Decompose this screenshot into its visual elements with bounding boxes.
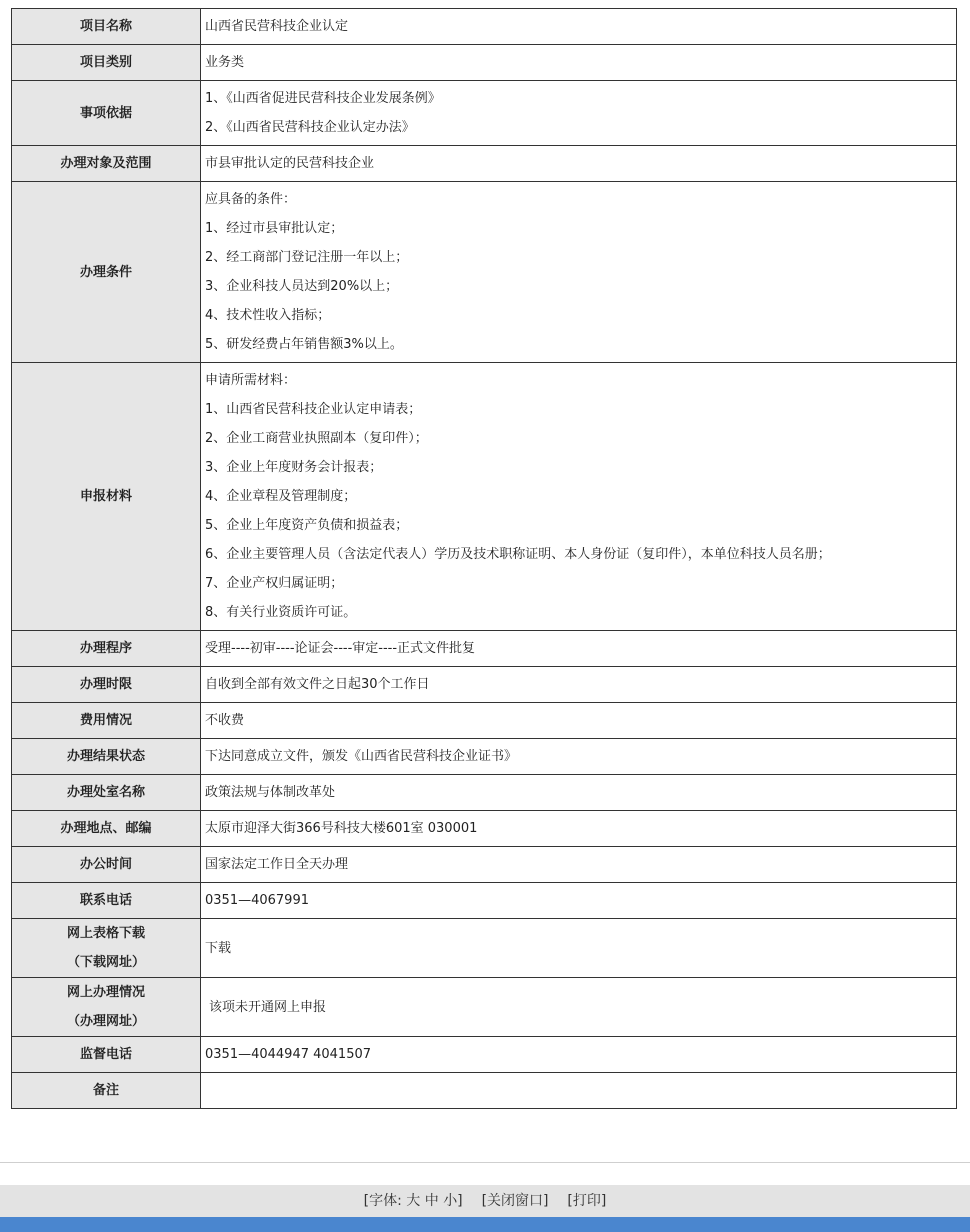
row-label-text: 办理处室名称 [66, 785, 145, 800]
row-label [12, 9, 201, 45]
row-label-text: 事项依据 [79, 105, 132, 121]
row-label-text: 监督电话 [79, 1047, 132, 1062]
row-value [201, 978, 957, 1037]
row-label [12, 81, 201, 146]
row-value [201, 667, 957, 703]
row-value [201, 1073, 957, 1109]
row-value-line: 5、研发经费占年销售额3%以上。 [205, 337, 403, 352]
row-label [12, 182, 201, 363]
row-value [201, 1037, 957, 1073]
font-size-label: [字体: [363, 1193, 402, 1209]
table-row [12, 146, 957, 182]
row-value-line: 0351—4067991 [205, 893, 309, 908]
table-row [12, 703, 957, 739]
row-value [201, 739, 957, 775]
row-value [201, 811, 957, 847]
row-label-text: （下载网址） [66, 955, 145, 970]
footer-divider [0, 1162, 970, 1163]
row-label-text: 项目名称 [79, 19, 132, 34]
font-small-link[interactable]: 小] [443, 1193, 463, 1209]
table-row [12, 978, 957, 1037]
row-label-text: 网上办理情况 [66, 985, 145, 1000]
row-value-line: 4、企业章程及管理制度； [205, 489, 357, 504]
row-label [12, 667, 201, 703]
row-value-line: 2、经工商部门登记注册一年以上； [205, 250, 409, 265]
table-row [12, 919, 957, 978]
row-label [12, 847, 201, 883]
row-label-text: 办理地点、邮编 [60, 821, 152, 836]
row-value-line: 受理----初审----论证会----审定----正式文件批复 [205, 641, 476, 656]
row-value [201, 775, 957, 811]
row-value [201, 847, 957, 883]
row-label-text: 办理条件 [79, 264, 132, 280]
row-value-line: 6、企业主要管理人员（含法定代表人）学历及技术职称证明、本人身份证（复印件），本单位科技人员名册； [205, 547, 831, 562]
row-label [12, 363, 201, 631]
row-value-line: 0351—4044947 4041507 [205, 1047, 372, 1062]
row-label [12, 739, 201, 775]
row-value [201, 146, 957, 182]
info-table-body [12, 9, 957, 1109]
row-value-line: 业务类 [205, 55, 245, 70]
row-value-line: 3、企业上年度财务会计报表； [205, 460, 383, 475]
table-row [12, 883, 957, 919]
row-label [12, 883, 201, 919]
row-label [12, 919, 201, 978]
browser-bottom-strip [0, 1217, 970, 1232]
row-label-text: 联系电话 [79, 893, 132, 908]
table-row [12, 667, 957, 703]
row-label [12, 1037, 201, 1073]
row-label [12, 811, 201, 847]
row-value-line: 应具备的条件： [205, 192, 297, 207]
row-label [12, 703, 201, 739]
table-row [12, 775, 957, 811]
font-large-link[interactable]: 大 [406, 1193, 421, 1209]
font-medium-link[interactable]: 中 [424, 1193, 439, 1209]
row-label-text: 办公时间 [79, 857, 132, 872]
row-label [12, 775, 201, 811]
row-value-line: 4、技术性收入指标； [205, 308, 331, 323]
row-value-line: 7、企业产权归属证明； [205, 576, 344, 591]
table-row [12, 847, 957, 883]
table-row [12, 81, 957, 146]
row-label-text: 办理程序 [79, 641, 132, 656]
row-value-line: 山西省民营科技企业认定 [205, 19, 349, 34]
row-value-line: 不收费 [205, 713, 245, 728]
table-row [12, 182, 957, 363]
row-label-text: 费用情况 [79, 713, 132, 728]
row-value-line: 下达同意成立文件，颁发《山西省民营科技企业证书》 [205, 749, 518, 764]
row-value-line: 8、有关行业资质许可证。 [205, 605, 357, 620]
print-link[interactable]: [打印] [567, 1193, 607, 1209]
row-value-line: 2、《山西省民营科技企业认定办法》 [205, 120, 415, 135]
row-value-line: 3、企业科技人员达到20%以上； [205, 279, 399, 294]
table-row [12, 631, 957, 667]
row-value-line: 1、《山西省促进民营科技企业发展条例》 [205, 91, 441, 106]
row-value-line: 申请所需材料： [205, 373, 297, 388]
table-row [12, 45, 957, 81]
info-table [11, 8, 957, 1109]
table-row [12, 1037, 957, 1073]
row-label-text: 办理时限 [79, 677, 132, 692]
row-value-line: 国家法定工作日全天办理 [205, 857, 349, 872]
row-value-line: 市县审批认定的民营科技企业 [205, 156, 375, 171]
row-value-line: 1、山西省民营科技企业认定申请表； [205, 402, 422, 417]
row-value [201, 631, 957, 667]
table-row [12, 739, 957, 775]
row-value [201, 45, 957, 81]
row-value [201, 703, 957, 739]
row-value-line: 2、企业工商营业执照副本（复印件）； [205, 431, 428, 446]
table-row [12, 363, 957, 631]
row-label-text: （办理网址） [66, 1014, 145, 1029]
row-label [12, 978, 201, 1037]
row-label-text: 网上表格下载 [66, 926, 145, 941]
row-value-line: 政策法规与体制改革处 [205, 785, 336, 800]
row-value [201, 182, 957, 363]
row-label-text: 办理对象及范围 [60, 156, 152, 171]
row-label-text: 备注 [92, 1083, 119, 1098]
row-value [201, 883, 957, 919]
table-row [12, 9, 957, 45]
row-label-text: 办理结果状态 [66, 749, 145, 764]
row-label [12, 1073, 201, 1109]
row-value-line: 1、经过市县审批认定； [205, 221, 344, 236]
row-value-line: 5、企业上年度资产负债和损益表； [205, 518, 409, 533]
row-value [201, 81, 957, 146]
table-row [12, 811, 957, 847]
row-value-line: 太原市迎泽大街366号科技大楼601室 030001 [205, 821, 478, 836]
row-label-text: 项目类别 [79, 55, 132, 70]
download-link[interactable]: 下载 [205, 940, 232, 956]
row-value [201, 363, 957, 631]
table-row [12, 1073, 957, 1109]
row-label [12, 146, 201, 182]
close-window-link[interactable]: [关闭窗口] [481, 1193, 549, 1209]
row-label [12, 45, 201, 81]
row-value [201, 9, 957, 45]
row-value-line: 该项未开通网上申报 [209, 999, 327, 1015]
row-label [12, 631, 201, 667]
footer-bar [0, 1185, 970, 1217]
row-label-text: 申报材料 [79, 489, 132, 504]
row-value-line: 自收到全部有效文件之日起30个工作日 [205, 677, 430, 692]
row-value [201, 919, 957, 978]
